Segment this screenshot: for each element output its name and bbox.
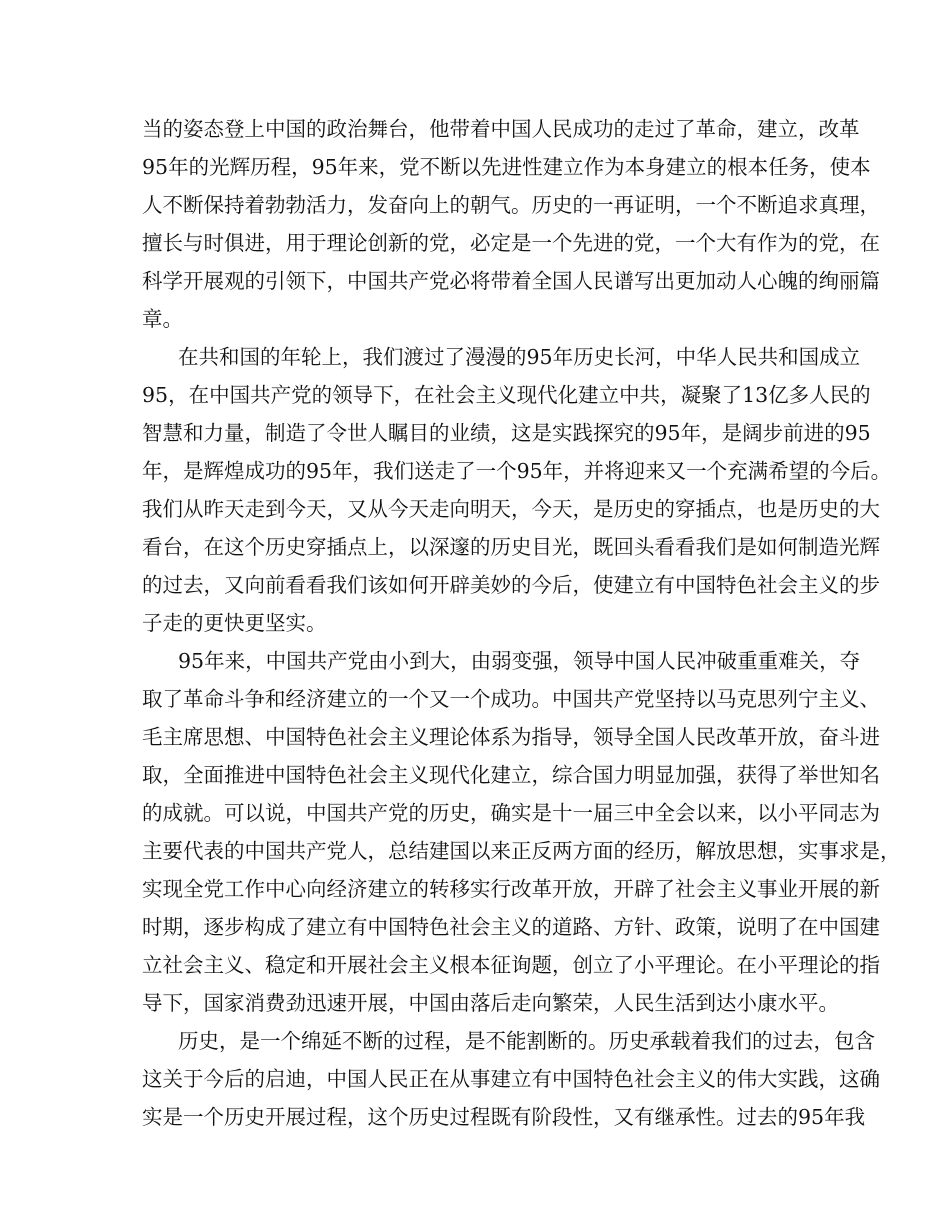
text-line: 我们从昨天走到今天，又从今天走向明天，今天，是历史的穿插点，也是历史的大	[142, 497, 880, 521]
text-line: 实是一个历史开展过程，这个历史过程既有阶段性，又有继承性。过去的95年我	[142, 1105, 866, 1129]
text-line: 擅长与时俱进，用于理论创新的党，必定是一个先进的党，一个大有作为的党，在	[142, 231, 880, 255]
text-line: 年，是辉煌成功的95年，我们送走了一个95年，并将迎来又一个充满希望的今后。	[142, 459, 892, 483]
paragraph-first-line: 95年来，中国共产党由小到大，由弱变强，领导中国人民冲破重重难关，夺	[178, 649, 861, 673]
text-line: 当的姿态登上中国的政治舞台，他带着中国人民成功的走过了革命，建立，改革	[142, 117, 860, 141]
text-line: 95年的光辉历程，95年来，党不断以先进性建立作为本身建立的根本任务，使本	[142, 155, 871, 179]
paragraph-first-line: 历史，是一个绵延不断的过程，是不能割断的。历史承载着我们的过去，包含	[178, 1029, 875, 1053]
text-line: 人不断保持着勃勃活力，发奋向上的朝气。历史的一再证明，一个不断追求真理，	[142, 193, 880, 217]
text-line: 章。	[142, 307, 183, 331]
text-line: 毛主席思想、中国特色社会主义理论体系为指导，领导全国人民改革开放，奋斗进	[142, 725, 880, 749]
text-line: 看台，在这个历史穿插点上，以深邃的历史目光，既回头看看我们是如何制造光辉	[142, 535, 880, 559]
text-line: 导下，国家消费劲迅速开展，中国由落后走向繁荣，人民生活到达小康水平。	[142, 991, 839, 1015]
text-line: 立社会主义、稳定和开展社会主义根本征询题，创立了小平理论。在小平理论的指	[142, 953, 880, 977]
text-line: 智慧和力量，制造了令世人瞩目的业绩，这是实践探究的95年，是阔步前进的95	[142, 421, 871, 445]
text-line: 取，全面推进中国特色社会主义现代化建立，综合国力明显加强，获得了举世知名	[142, 763, 880, 787]
text-line: 95，在中国共产党的领导下，在社会主义现代化建立中共，凝聚了13亿多人民的	[142, 383, 871, 407]
text-line: 的过去，又向前看看我们该如何开辟美妙的今后，使建立有中国特色社会主义的步	[142, 573, 880, 597]
text-line: 子走的更快更坚实。	[142, 611, 327, 635]
text-line: 时期，逐步构成了建立有中国特色社会主义的道路、方针、政策，说明了在中国建	[142, 915, 880, 939]
text-line: 主要代表的中国共产党人，总结建国以来正反两方面的经历，解放思想，实事求是，	[142, 839, 901, 863]
text-line: 的成就。可以说，中国共产党的历史，确实是十一届三中全会以来，以小平同志为	[142, 801, 880, 825]
text-line: 这关于今后的启迪，中国人民正在从事建立有中国特色社会主义的伟大实践，这确	[142, 1067, 880, 1091]
text-line: 科学开展观的引领下，中国共产党必将带着全国人民谱写出更加动人心魄的绚丽篇	[142, 269, 880, 293]
text-line: 取了革命斗争和经济建立的一个又一个成功。中国共产党坚持以马克思列宁主义、	[142, 687, 880, 711]
text-line: 实现全党工作中心向经济建立的转移实行改革开放，开辟了社会主义事业开展的新	[142, 877, 880, 901]
paragraph-first-line: 在共和国的年轮上，我们渡过了漫漫的95年历史长河，中华人民共和国成立	[178, 345, 861, 369]
